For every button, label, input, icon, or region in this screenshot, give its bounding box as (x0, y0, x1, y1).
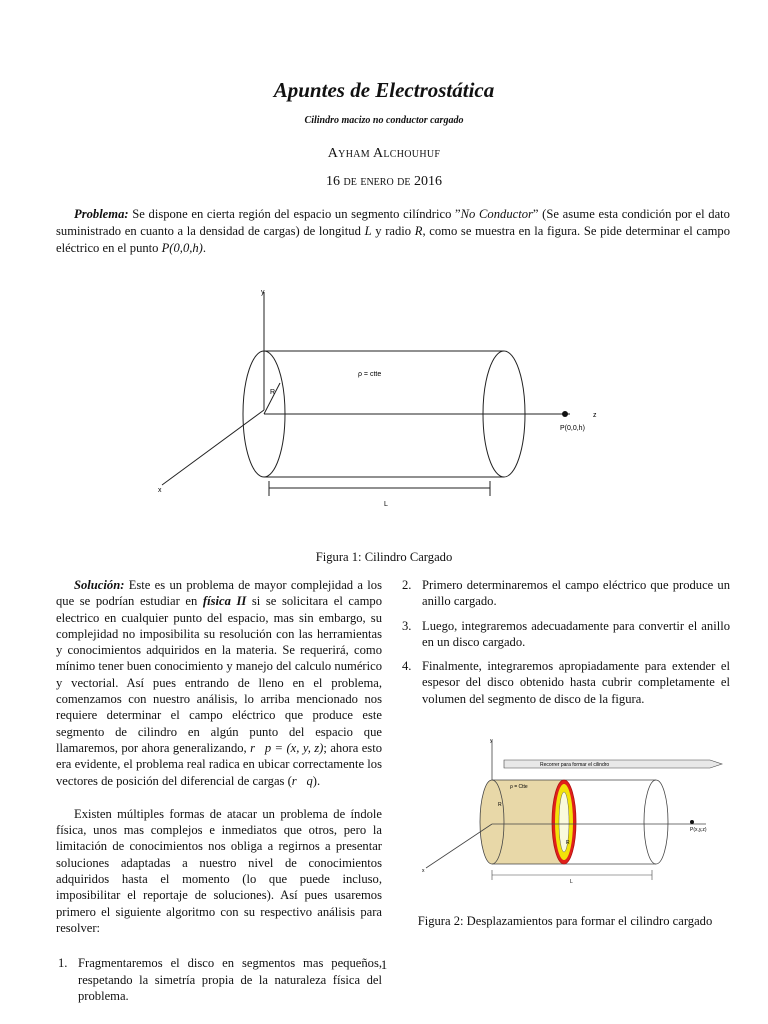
density-label: ρ = Ctte (510, 784, 528, 790)
course-name: física II (202, 594, 247, 609)
solution-text: Este es un problema de mayor complejidad a los que se podrían estudiar en (56, 578, 382, 609)
solution-text: si se solicitara el campo electrico en cualquier punto del espacio, mas sin embargo, su complejidad no imposibilita su resolución con las herramientas y conocimientos adquiridos en la materia. Se requerirá, como mínimo tener buen conocimiento y manejo del calculo numérico y vectorial. Así pues entrando de lleno en el problema, comenzamos con nuestro análisis, lo arriba mencionado nos requiere determinar el campo eléctrico que produce este segmento de cilindro en algún punto del espacio que llamaremos, por ahora generalizando, (56, 594, 383, 755)
sweep-arrow (504, 760, 722, 768)
problem-text: ” (Se asume esta condición por el dato suministrado en cuanto a la densidad de cargas) de longitud (56, 207, 730, 238)
list-item-text: Primero determinaremos el campo eléctrico que produce un anillo cargado. (422, 578, 730, 609)
list-item (400, 618, 730, 651)
radius-label: R (498, 802, 502, 808)
solution-text: ). (312, 773, 321, 788)
list-item-text: Finalmente, integraremos apropiadamente para extender el espesor del disco obtenido hasta cubrir completamente el volumen del segmento de disco de la figura. (422, 659, 730, 706)
figure-1-diagram (140, 280, 620, 520)
length-label: L (384, 501, 388, 508)
var-L: L (364, 224, 372, 238)
front-face (480, 780, 504, 864)
figure-1 (140, 280, 620, 520)
figure-2 (410, 734, 730, 884)
radius-line (264, 383, 280, 414)
problem-statement (56, 206, 730, 257)
point-P-label: P(0,0,h) (560, 425, 585, 432)
date: 16 de enero de 2016 (326, 174, 442, 189)
problem-quoted: No Conductor (460, 207, 533, 221)
list-item-number: 4. (402, 659, 412, 674)
list-item-number: 3. (402, 618, 412, 633)
solution-text: ; ahora esto era evidente, el problema real radica en ubicar correctamente los vectores de posición del diferencial de cargas ( (56, 740, 382, 788)
x-axis-label: x (158, 487, 162, 494)
list-item-text: Fragmentaremos el disco en segmentos mas pequeños, respetando la simetría propia de la naturaleza física del problema. (78, 956, 382, 1003)
methods-paragraph: Existen múltiples formas de atacar un problema de índole física, unos mas complejos e inmediatos que otros, pero la limitación de conocimientos nos obliga a regirnos a presentar soluciones adaptadas a nuestro nivel de conocimientos adquiridos hasta el momento (lo que puede incluso, imposibilitar el reportaje de soluciones). Así pues usaremos primero el siguiente algoritmo con su respectivo análisis para resolver: (56, 806, 382, 935)
figure-2-diagram (410, 734, 730, 884)
problem-text: Se dispone en cierta región del espacio un segmento cilíndrico ” (128, 207, 461, 221)
document-subtitle: Cilindro macizo no conductor cargado (304, 115, 464, 126)
sweep-arrow-label: Recorrer para formar el cilindro (540, 762, 610, 768)
figure-2-caption: Figura 2: Desplazamientos para formar el cilindro cargado (417, 914, 713, 928)
steps-list-right (400, 577, 730, 707)
list-item-number: 2. (402, 578, 412, 592)
ring-radius-label: R (566, 840, 570, 846)
problem-text: y radio (371, 224, 415, 238)
list-item (400, 658, 730, 707)
density-label: ρ = ctte (358, 371, 382, 378)
back-face (644, 780, 668, 864)
solution-paragraph (56, 577, 382, 789)
page-number: 1 (380, 958, 388, 972)
z-axis-label: z (593, 412, 597, 419)
list-item-text: Luego, integraremos adecuadamente para convertir el anillo en un disco cargado. (422, 618, 730, 649)
figure-1-caption: Figura 1: Cilindro Cargado (315, 550, 453, 564)
problem-text: . (202, 241, 207, 255)
right-column (400, 577, 730, 707)
document-title: Apuntes de Electrostática (273, 78, 495, 102)
y-axis-label: y (490, 738, 493, 744)
length-label: L (570, 879, 573, 884)
x-axis (162, 410, 264, 485)
solution-label: Solución: (74, 578, 125, 592)
vector-rq: r⃗q (291, 773, 313, 788)
vector-rp: r⃗p = (x, y, z) (250, 740, 324, 755)
var-R: R (414, 224, 423, 238)
list-item (400, 577, 730, 610)
problem-label: Problema: (74, 207, 129, 221)
problem-text: , como se muestra en la figura. Se pide determinar el campo eléctrico en el punto (56, 224, 730, 255)
list-item-number: 1. (58, 956, 68, 971)
radius-label: R (270, 389, 276, 396)
point-P-marker (562, 411, 568, 417)
y-axis-label: y (261, 289, 265, 296)
x-axis-label: x (422, 868, 425, 874)
point-P: P(0,0,h) (161, 241, 203, 255)
point-P-label: P(x,y,z) (690, 827, 707, 833)
author: Ayham Alchouhuf (327, 146, 441, 161)
left-column (56, 577, 382, 1004)
point-P-marker (690, 820, 694, 824)
